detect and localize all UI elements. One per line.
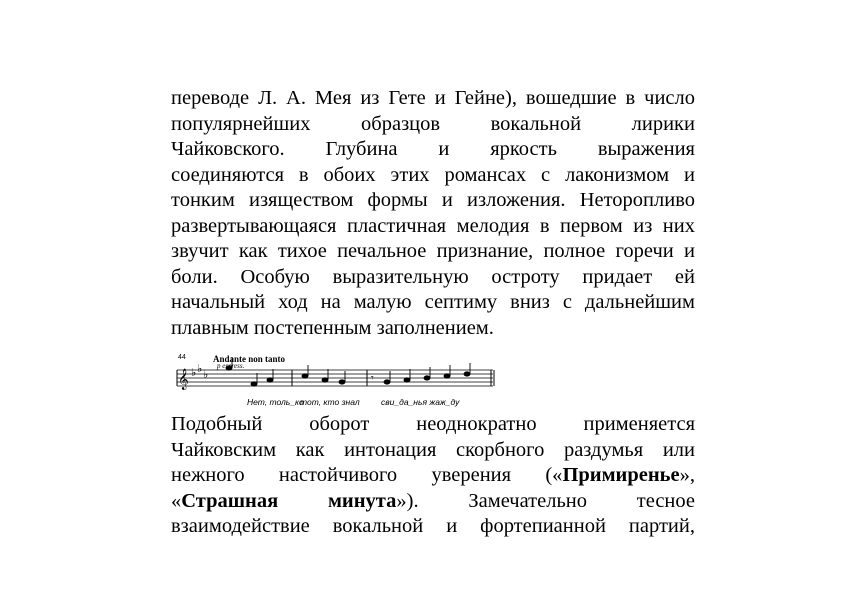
text-line: тонким изяществом формы и изложения. Неторопливо <box>171 189 695 211</box>
lyric-1: Нет, толь_ко <box>247 397 304 407</box>
text-line: нежного настойчивого уверения («Примиренье», <box>171 464 695 486</box>
text-line: популярнейших образцов вокальной лирики <box>171 112 695 135</box>
paragraph-1 <box>171 86 695 341</box>
text-line: Чайковским как интонация скорбного раздумья или <box>171 438 695 461</box>
bold-title: Страшная минута <box>181 489 397 512</box>
svg-text:𝄾: 𝄾 <box>371 373 374 384</box>
lyric-3: сви_да_нья жаж_ду <box>381 397 460 407</box>
paragraph-2 <box>171 412 695 540</box>
text-line: звучит как тихое печальное признание, полное горечи и <box>171 240 695 262</box>
text-line: Чайковского. Глубина и яркость выражения <box>171 138 695 160</box>
lyric-2: тот, кто знал <box>300 397 360 407</box>
text-line: взаимодействие вокальной и фортепианной партий, <box>171 515 695 537</box>
text-line: соединяются в обоих этих романсах с лаконизмом и <box>171 163 695 186</box>
rest-icon <box>371 373 374 384</box>
text-line: переводе Л. А. Мея из Гете и Гейне), вошедшие в число <box>171 87 695 109</box>
bold-title: Примиренье <box>562 464 680 486</box>
text-line: развертывающаяся пластичная мелодия в первом из них <box>171 214 695 237</box>
text-line: «Страшная минута»). Замечательно тесное <box>171 489 696 512</box>
text-line: начальный ход на малую септиму вниз с дальнейшим <box>171 291 695 313</box>
text-line: плавным постепенным заполнением. <box>171 316 494 339</box>
example-number: 44 <box>178 354 186 361</box>
svg-text:♭: ♭ <box>191 366 197 379</box>
text-line: Подобный оборот неоднократно применяется <box>171 413 695 435</box>
treble-clef-icon: 𝄞 <box>178 369 189 390</box>
svg-text:♭: ♭ <box>197 362 203 375</box>
text-line: боли. Особую выразительную остроту придает ей <box>171 265 695 288</box>
svg-text:♭: ♭ <box>203 368 209 381</box>
music-example <box>175 354 495 410</box>
dynamic-marking: p espress. <box>217 362 245 370</box>
tempo-marking: Andante non tanto <box>213 354 286 364</box>
